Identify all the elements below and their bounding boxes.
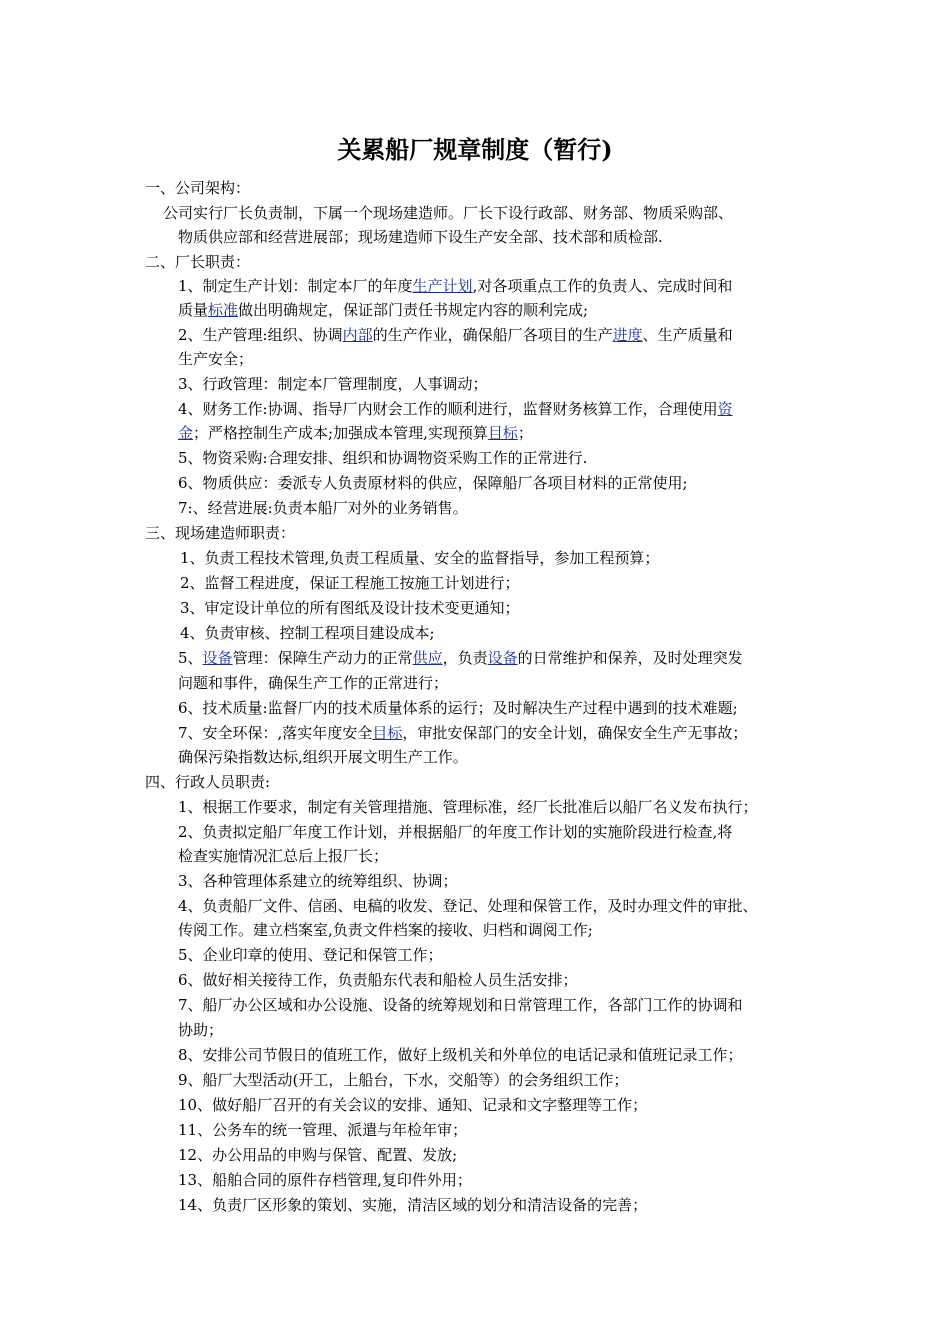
text-line (180, 546, 659, 570)
text-line (178, 1118, 467, 1142)
text-line (178, 496, 468, 520)
text-line (178, 943, 443, 967)
text-run: 7、安全环保：,落实年度安全 (178, 724, 373, 742)
text-run: 四、行政人员职责: (145, 773, 271, 791)
text-run: ,对各项重点工作的负责人、完成时间和 (472, 277, 733, 295)
text-line (178, 894, 758, 918)
text-line (178, 1043, 743, 1067)
text-line (178, 1018, 223, 1042)
text-run: 2、监督工程进度，保证工程施工按施工计划进行； (180, 574, 520, 592)
text-line (178, 397, 733, 421)
text-line (178, 471, 688, 495)
hyperlink[interactable]: 金 (178, 424, 194, 442)
text-line (178, 869, 458, 893)
text-run: 公司实行厂长负责制，下属一个现场建造师。厂长下设行政部、财务部、物质采购部、 (163, 204, 734, 222)
text-run: 3、各种管理体系建立的统筹组织、协调； (178, 872, 458, 890)
text-run: 2、生产管理:组织、协调 (178, 326, 343, 344)
text-run: 12、办公用品的申购与保管、配置、发放; (178, 1146, 458, 1164)
text-run: 检查实施情况汇总后上报厂长； (178, 847, 389, 865)
text-run: 传阅工作。建立档案室,负责文件档案的接收、归档和调阅工作; (178, 921, 593, 939)
text-run: 问题和事件，确保生产工作的正常进行； (178, 674, 449, 692)
text-run: 2、负责拟定船厂年度工作计划，并根据船厂的年度工作计划的实施阶段进行检查,将 (178, 823, 733, 841)
text-line (178, 1093, 647, 1117)
text-line (145, 176, 250, 200)
text-line (178, 446, 587, 470)
text-line (180, 621, 435, 645)
text-run: 质量 (178, 301, 209, 319)
text-line (178, 274, 732, 298)
text-run: 7、船厂办公区域和办公设施、设备的统筹规划和日常管理工作，各部门工作的协调和 (178, 996, 743, 1014)
text-run: 物质供应部和经营进展部；现场建造师下设生产安全部、技术部和质检部. (178, 228, 663, 246)
text-run: 3、审定设计单位的所有图纸及设计技术变更通知； (180, 599, 520, 617)
text-run: 做出明确规定，保证部门责任书规定内容的顺利完成; (238, 301, 589, 319)
text-run: 管理：保障生产动力的正常 (232, 649, 413, 667)
text-line (180, 571, 520, 595)
text-line (178, 1068, 628, 1092)
text-line (145, 521, 295, 545)
text-line (163, 201, 733, 225)
text-run: 7:、经营进展:负责本船厂对外的业务销售。 (178, 499, 468, 517)
document-title: 关累船厂规章制度（暂行) (337, 135, 613, 164)
text-run: 4、财务工作:协调、指导厂内财会工作的顺利进行，监督财务核算工作，合理使用 (178, 400, 718, 418)
text-run: 14、负责厂区形象的策划、实施，清洁区域的划分和清洁设备的完善； (178, 1196, 648, 1214)
text-line (178, 968, 578, 992)
text-run: 6、物质供应：委派专人负责原材料的供应，保障船厂各项目材料的正常使用; (178, 474, 688, 492)
text-run: 的生产作业，确保船厂各项目的生产 (372, 326, 613, 344)
text-line (178, 820, 732, 844)
text-run: 4、负责船厂文件、信函、电稿的收发、登记、处理和保管工作，及时办理文件的审批、 (178, 897, 758, 915)
text-run: 1、根据工作要求，制定有关管理措施、管理标准，经厂长批准后以船厂名义发布执行； (178, 798, 758, 816)
text-line (178, 696, 738, 720)
text-run: 确保污染指数达标,组织开展文明生产工作。 (178, 748, 468, 766)
text-line (178, 1193, 647, 1217)
text-run: 1、制定生产计划：制定本厂的年度 (178, 277, 413, 295)
text-run: 6、做好相关接待工作，负责船东代表和船检人员生活安排； (178, 971, 578, 989)
text-line (178, 1143, 457, 1167)
text-line (178, 721, 747, 745)
text-line (145, 250, 250, 274)
text-run: 9、船厂大型活动(开工，上船台，下水，交船等）的会务组织工作； (178, 1071, 629, 1089)
text-line (178, 1168, 472, 1192)
text-run: 1、负责工程技术管理,负责工程质量、安全的监督指导，参加工程预算； (180, 549, 660, 567)
text-run: 4、负责审核、控制工程项目建设成本; (180, 624, 435, 642)
text-run: 的日常维护和保养，及时处理突发 (517, 649, 743, 667)
text-run: 、生产质量和 (642, 326, 733, 344)
text-line (178, 671, 448, 695)
hyperlink[interactable]: 生产计划 (412, 277, 473, 295)
text-run: 一、公司架构： (145, 179, 251, 197)
hyperlink[interactable]: 标准 (208, 301, 239, 319)
text-line (178, 745, 468, 769)
text-line (178, 795, 758, 819)
text-line (178, 421, 533, 445)
text-run: 协助； (178, 1021, 224, 1039)
text-line (178, 225, 663, 249)
text-run: ，审批安保部门的安全计划，确保安全生产无事故； (402, 724, 748, 742)
text-run: 3、行政管理：制定本厂管理制度，人事调动； (178, 375, 488, 393)
text-run: 10、做好船厂召开的有关会议的安排、通知、记录和文字整理等工作； (178, 1096, 648, 1114)
hyperlink[interactable]: 进度 (612, 326, 643, 344)
hyperlink[interactable]: 目标 (487, 424, 518, 442)
hyperlink[interactable]: 供应 (412, 649, 443, 667)
text-line (178, 298, 588, 322)
hyperlink[interactable]: 目标 (372, 724, 403, 742)
hyperlink[interactable]: 资 (717, 400, 733, 418)
hyperlink[interactable]: 设备 (487, 649, 518, 667)
text-run: ；严格控制生产成本;加强成本管理,实现预算 (193, 424, 488, 442)
text-run: 三、现场建造师职责： (145, 524, 296, 542)
text-line (178, 646, 743, 670)
text-run: 13、船舶合同的原件存档管理,复印件外用； (178, 1171, 472, 1189)
text-line (178, 993, 743, 1017)
text-run: ，负责 (442, 649, 488, 667)
hyperlink[interactable]: 内部 (342, 326, 373, 344)
text-line (178, 323, 733, 347)
text-line (180, 596, 520, 620)
hyperlink[interactable]: 设备 (202, 649, 233, 667)
text-line (145, 770, 270, 794)
text-run: ； (517, 424, 533, 442)
text-line (178, 918, 593, 942)
text-line (178, 372, 488, 396)
text-run: 6、技术质量:监督厂内的技术质量体系的运行；及时解决生产过程中遇到的技术难题; (178, 699, 738, 717)
text-run: 11、公务车的统一管理、派遣与年检年审； (178, 1121, 468, 1139)
text-run: 二、厂长职责： (145, 253, 251, 271)
text-run: 生产安全； (178, 350, 254, 368)
text-run: 5、企业印章的使用、登记和保管工作； (178, 946, 443, 964)
text-run: 5、物资采购:合理安排、组织和协调物资采购工作的正常进行. (178, 449, 588, 467)
text-run: 5、 (178, 649, 203, 667)
text-run: 8、安排公司节假日的值班工作，做好上级机关和外单位的电话记录和值班记录工作； (178, 1046, 743, 1064)
text-line (178, 347, 253, 371)
text-line (178, 844, 388, 868)
